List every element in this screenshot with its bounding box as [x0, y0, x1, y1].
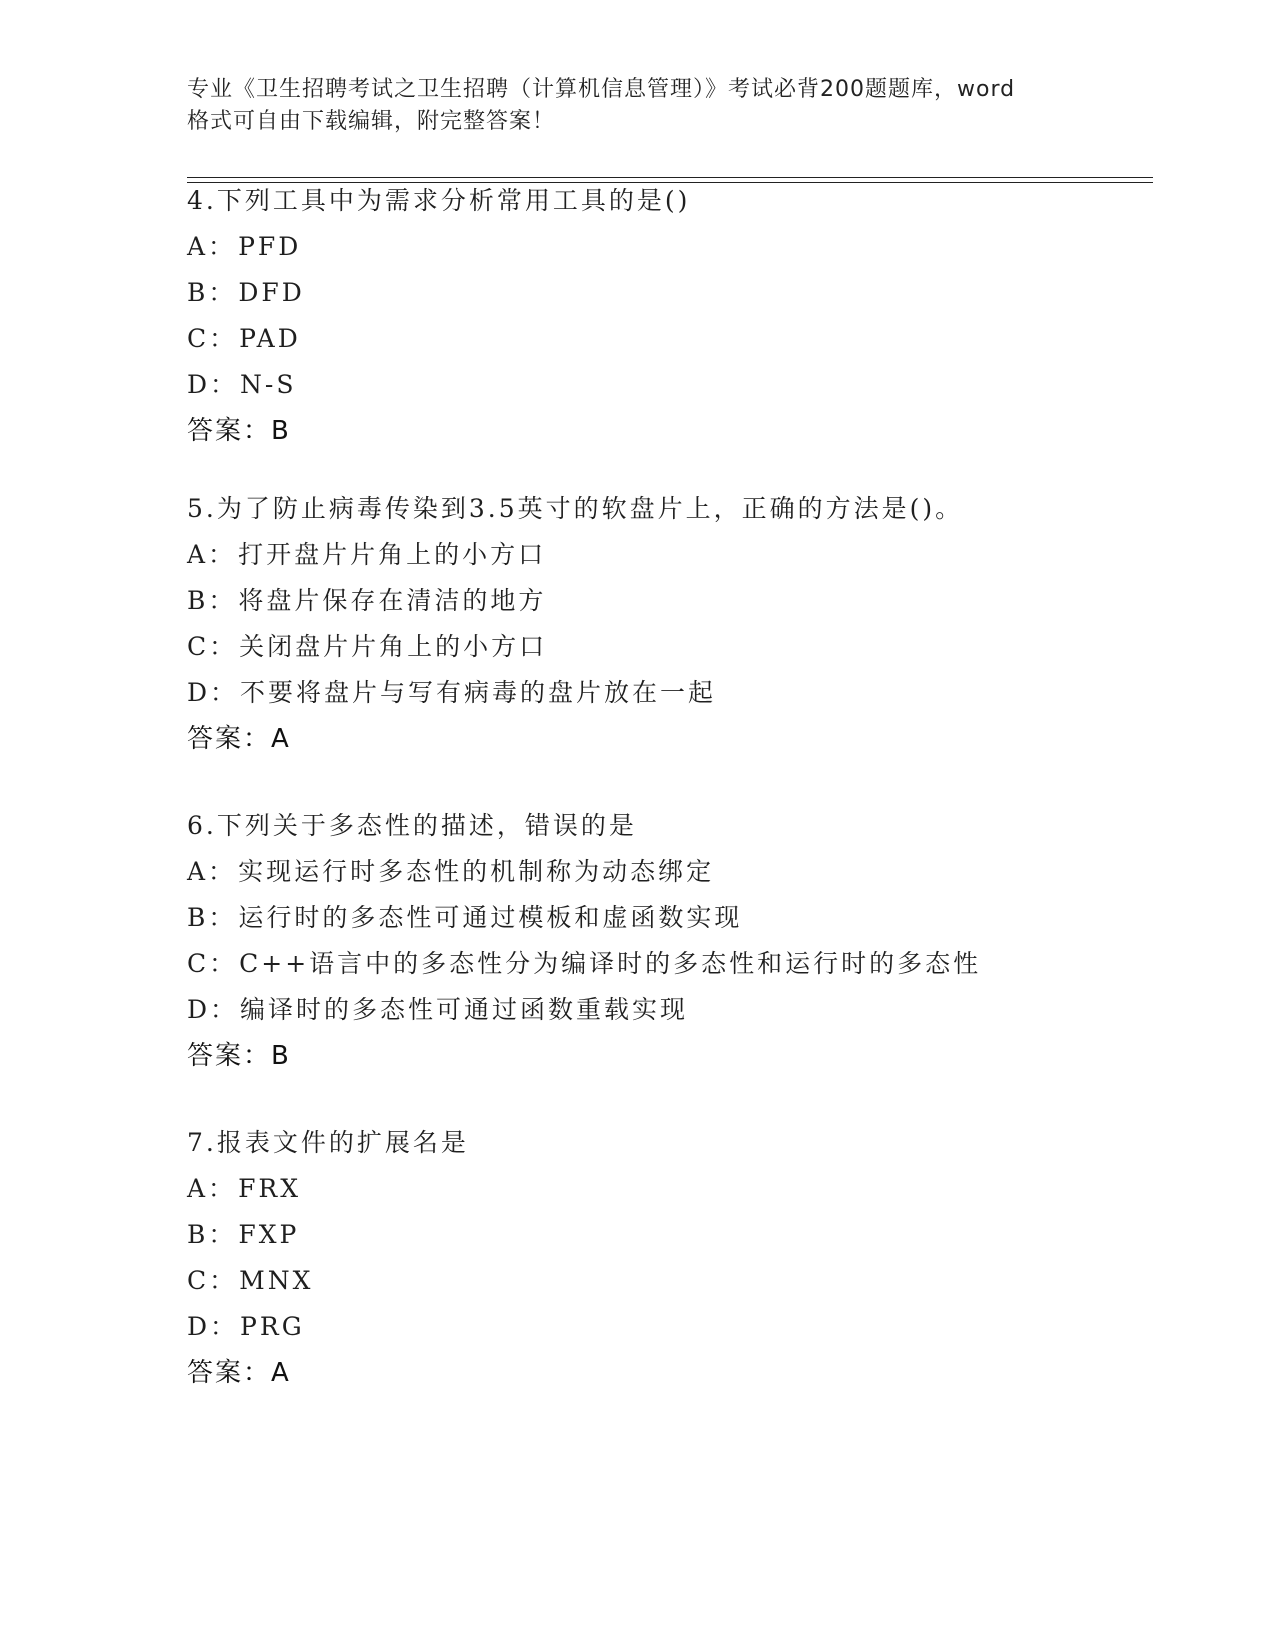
- option-text: 编译时的多态性可通过函数重载实现: [240, 995, 689, 1024]
- option-text: C++语言中的多态性分为编译时的多态性和运行时的多态性: [239, 949, 982, 978]
- option-text: 实现运行时多态性的机制称为动态绑定: [238, 857, 715, 886]
- header-line-1: 专业《卫生招聘考试之卫生招聘（计算机信息管理）》考试必背200题题库，word: [187, 77, 1016, 102]
- question-title: 7.报表文件的扩展名是: [187, 1128, 469, 1157]
- option-text: PAD: [239, 324, 301, 353]
- option-a: [187, 849, 1187, 895]
- option-letter: C：: [187, 632, 238, 661]
- question-5: [187, 486, 1187, 762]
- option-d: [187, 362, 1187, 408]
- option-text: DFD: [238, 278, 305, 307]
- option-d: [187, 670, 1187, 716]
- option-letter: B：: [187, 586, 237, 615]
- option-letter: D：: [187, 1312, 239, 1341]
- option-a: [187, 532, 1187, 578]
- option-letter: C：: [187, 949, 238, 978]
- option-text: 打开盘片片角上的小方口: [238, 540, 547, 569]
- option-d: [187, 987, 1187, 1033]
- option-c: [187, 624, 1187, 670]
- option-b: [187, 895, 1187, 941]
- option-text: PRG: [240, 1312, 305, 1341]
- header-line-2: 格式可自由下载编辑，附完整答案！: [187, 109, 556, 134]
- question-title: 4.下列工具中为需求分析常用工具的是(): [187, 186, 691, 215]
- option-letter: A：: [187, 1174, 237, 1203]
- option-text: 将盘片保存在清洁的地方: [238, 586, 547, 615]
- option-a: [187, 224, 1187, 270]
- option-c: [187, 941, 1187, 987]
- option-text: FRX: [238, 1174, 302, 1203]
- option-letter: C：: [187, 324, 238, 353]
- option-letter: A：: [187, 540, 237, 569]
- option-text: MNX: [239, 1266, 314, 1295]
- option-text: FXP: [238, 1220, 300, 1249]
- option-c: [187, 1258, 1187, 1304]
- option-b: [187, 1212, 1187, 1258]
- document-header: [187, 74, 1107, 138]
- question-6: [187, 803, 1187, 1079]
- answer: 答案：B: [187, 416, 291, 446]
- option-letter: D：: [187, 370, 239, 399]
- option-b: [187, 578, 1187, 624]
- option-letter: B：: [187, 1220, 237, 1249]
- option-text: 不要将盘片与写有病毒的盘片放在一起: [240, 678, 717, 707]
- answer: 答案：A: [187, 1358, 291, 1388]
- answer: 答案：A: [187, 724, 291, 754]
- option-b: [187, 270, 1187, 316]
- option-c: [187, 316, 1187, 362]
- option-letter: C：: [187, 1266, 238, 1295]
- option-letter: D：: [187, 995, 239, 1024]
- option-d: [187, 1304, 1187, 1350]
- option-letter: D：: [187, 678, 239, 707]
- question-7: [187, 1120, 1187, 1396]
- option-letter: A：: [187, 857, 237, 886]
- question-title: 6.下列关于多态性的描述，错误的是: [187, 811, 637, 840]
- option-text: 运行时的多态性可通过模板和虚函数实现: [238, 903, 743, 932]
- option-letter: B：: [187, 903, 237, 932]
- question-title: 5.为了防止病毒传染到3.5英寸的软盘片上，正确的方法是()。: [187, 494, 964, 523]
- option-letter: B：: [187, 278, 237, 307]
- option-text: 关闭盘片片角上的小方口: [239, 632, 548, 661]
- option-text: PFD: [238, 232, 302, 261]
- option-letter: A：: [187, 232, 237, 261]
- question-4: [187, 178, 1187, 454]
- option-a: [187, 1166, 1187, 1212]
- option-text: N-S: [240, 370, 297, 399]
- answer: 答案：B: [187, 1041, 291, 1071]
